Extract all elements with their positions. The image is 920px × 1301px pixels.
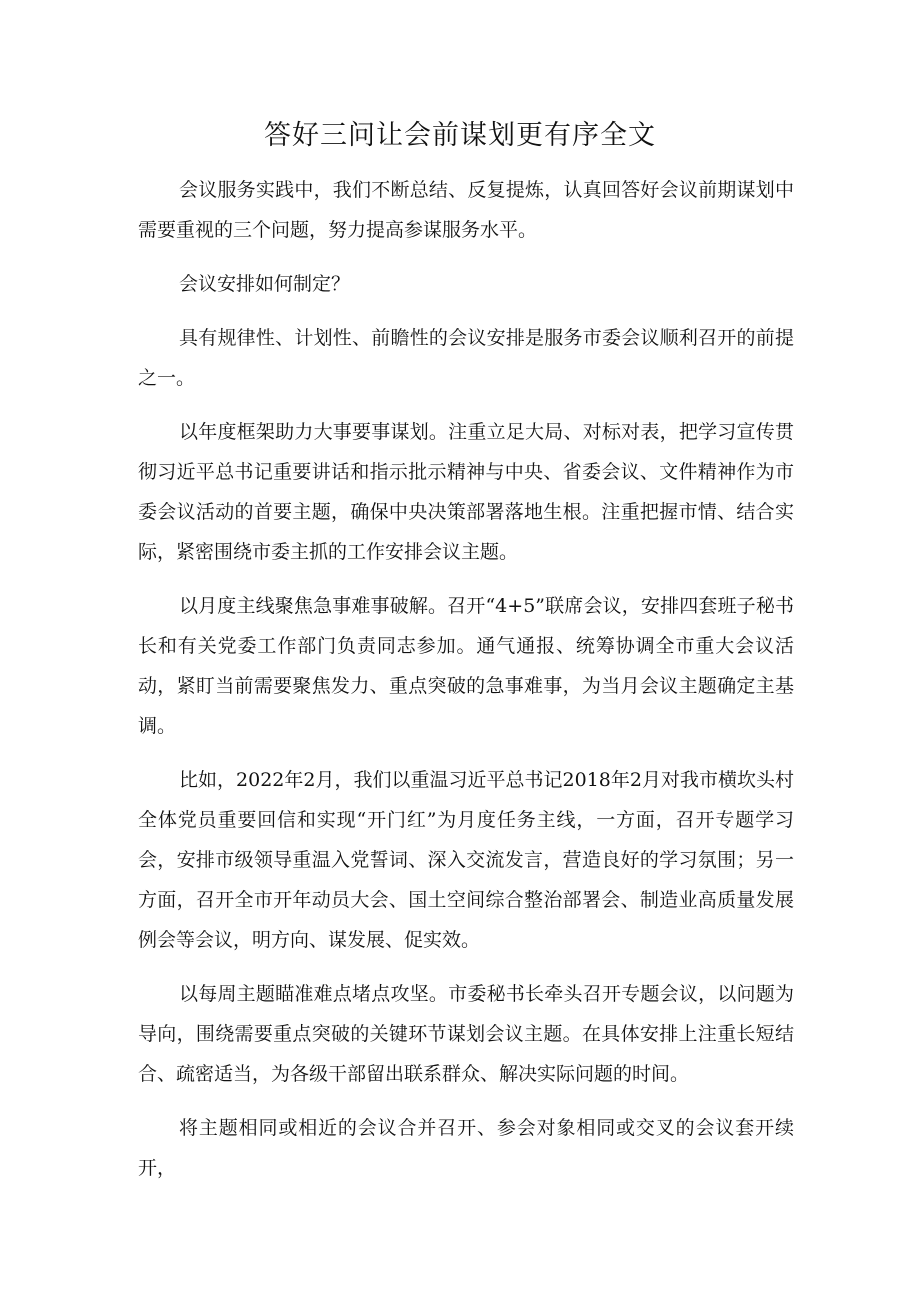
paragraph-weekly-theme: 以每周主题瞄准难点堵点攻坚。市委秘书长牵头召开专题会议，以问题为导向，围绕需要重点突破的关键环节谋划会议主题。在具体安排上注重长短结合、疏密适当，为各级干部留出联系群众、解决实际问题的时间。 bbox=[138, 983, 794, 1085]
paragraph-intro: 会议服务实践中，我们不断总结、反复提炼，认真回答好会议前期谋划中需要重视的三个问题，努力提高参谋服务水平。 bbox=[138, 179, 794, 241]
document-title: 答好三问让会前谋划更有序全文 bbox=[264, 120, 656, 151]
paragraph-question-heading: 会议安排如何制定？ bbox=[179, 273, 351, 295]
document-body bbox=[138, 170, 794, 1202]
paragraph-example-2022: 比如，2022年2月，我们以重温习近平总书记2018年2月对我市横坎头村全体党员重要回信和实现“开门红”为月度任务主线，一方面，召开专题学习会，安排市级领导重温入党誓词、深入交流发言，营造良好的学习氛围；另一方面，召开全市开年动员大会、国土空间综合整治部署会、制造业高质量发展例会等会议，明方向、谋发展、促实效。 bbox=[138, 769, 794, 951]
paragraph-merge-meetings: 将主题相同或相近的会议合并召开、参会对象相同或交叉的会议套开续开， bbox=[138, 1117, 794, 1179]
paragraph-annual-framework: 以年度框架助力大事要事谋划。注重立足大局、对标对表，把学习宣传贯彻习近平总书记重要讲话和指示批示精神与中央、省委会议、文件精神作为市委会议活动的首要主题，确保中央决策部署落地生根。注重把握市情、结合实际，紧密围绕市委主抓的工作安排会议主题。 bbox=[138, 421, 794, 563]
paragraph-monthly-mainline: 以月度主线聚焦急事难事破解。召开“4+5”联席会议，安排四套班子秘书长和有关党委工作部门负责同志参加。通气通报、统筹协调全市重大会议活动，紧盯当前需要聚焦发力、重点突破的急事难事，为当月会议主题确定主基调。 bbox=[138, 595, 794, 737]
paragraph-premise: 具有规律性、计划性、前瞻性的会议安排是服务市委会议顺利召开的前提之一。 bbox=[138, 327, 794, 389]
